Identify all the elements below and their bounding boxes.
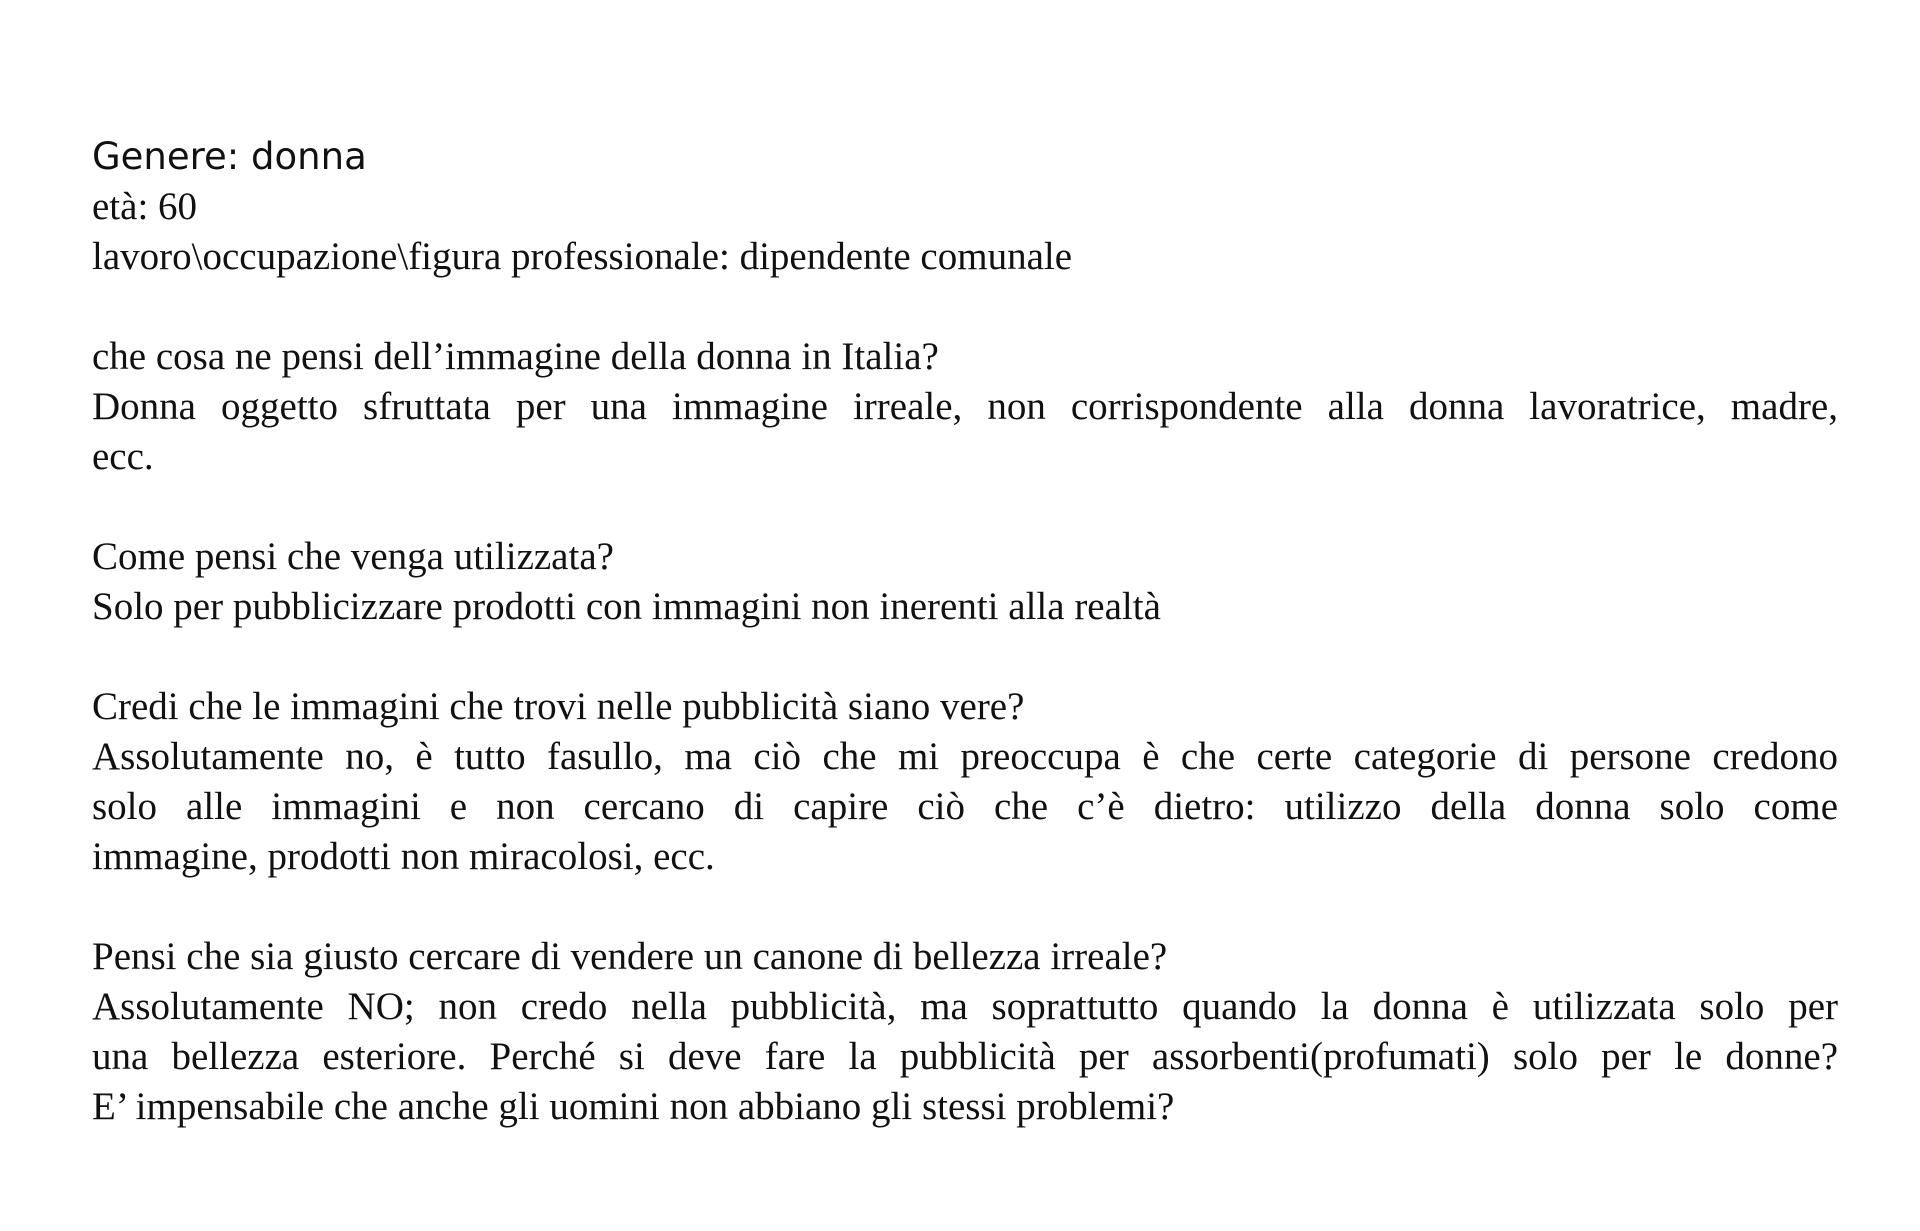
answer-4-line-2: una bellezza esteriore. Perché si deve fare la pubblicità per assorbenti(profumati) solo per le donne? <box>92 1035 1838 1078</box>
question-1: che cosa ne pensi dell’immagine della donna in Italia? <box>92 335 939 378</box>
answer-2-line-1: Solo per pubblicizzare prodotti con immagini non inerenti alla realtà <box>92 585 1161 628</box>
question-3: Credi che le immagini che trovi nelle pubblicità siano vere? <box>92 685 1025 728</box>
paragraph-gap <box>92 282 1838 332</box>
answer-4-line-1: Assolutamente NO; non credo nella pubblicità, ma soprattutto quando la donna è utilizzata solo per <box>92 985 1838 1028</box>
answer-3-line-2: solo alle immagini e non cercano di capire ciò che c’è dietro: utilizzo della donna solo come <box>92 785 1838 828</box>
question-4: Pensi che sia giusto cercare di vendere un canone di bellezza irreale? <box>92 935 1168 978</box>
job-line: lavoro\occupazione\figura professionale: dipendente comunale <box>92 235 1073 278</box>
paragraph-gap <box>92 882 1838 932</box>
answer-1-line-1: Donna oggetto sfruttata per una immagine irreale, non corrispondente alla donna lavoratrice, madre, <box>92 385 1838 428</box>
paragraph-gap <box>92 632 1838 682</box>
answer-4-line-3: E’ impensabile che anche gli uomini non abbiano gli stessi problemi? <box>92 1085 1175 1128</box>
answer-1-line-2: ecc. <box>92 435 154 478</box>
question-2: Come pensi che venga utilizzata? <box>92 535 614 578</box>
age-line: età: 60 <box>92 185 198 228</box>
answer-3-line-1: Assolutamente no, è tutto fasullo, ma ciò che mi preoccupa è che certe categorie di persone credono <box>92 735 1838 778</box>
answer-3-line-3: immagine, prodotti non miracolosi, ecc. <box>92 835 715 878</box>
gender-line: Genere: donna <box>92 135 367 178</box>
document-page <box>92 132 1838 1132</box>
paragraph-gap <box>92 482 1838 532</box>
